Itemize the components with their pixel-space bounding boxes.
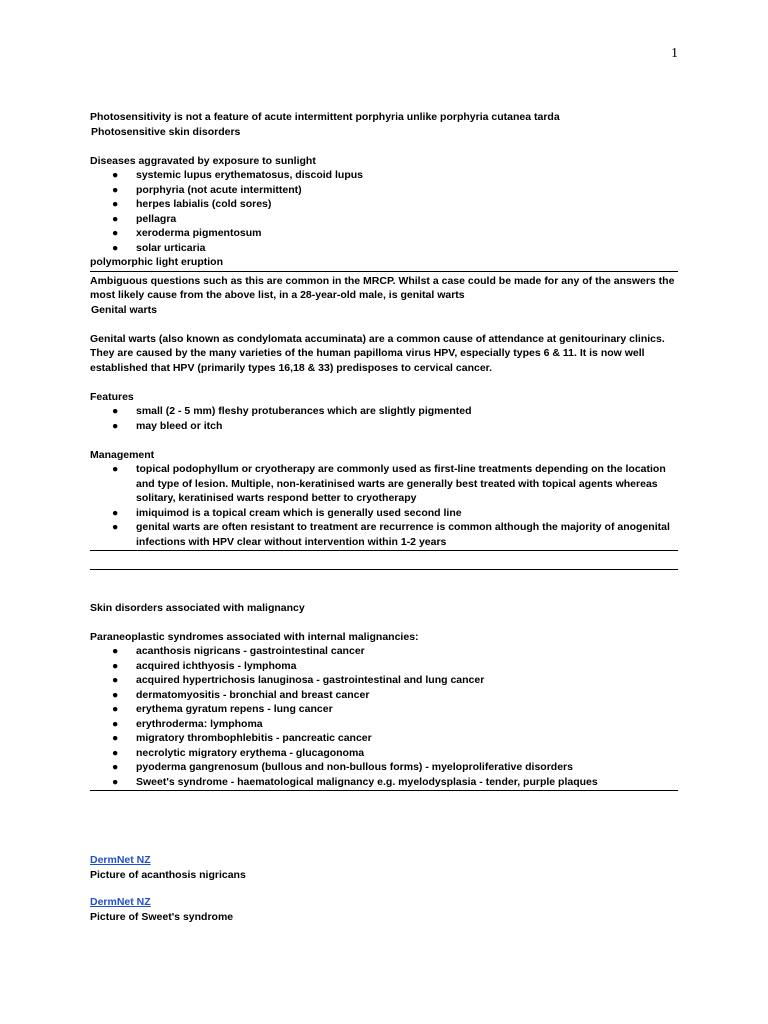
management-list (90, 462, 678, 549)
malignancy-heading: Skin disorders associated with malignancy (90, 601, 305, 614)
photosensitive-heading: Photosensitive skin disorders (91, 125, 241, 138)
bullet-icon: ● (112, 688, 119, 701)
list-item: ● Sweet's syndrome - haematological malignancy e.g. myelodysplasia - tender, purple plaques (112, 775, 598, 788)
dermnet-link-sweets[interactable]: DermNet NZ (90, 896, 151, 908)
list-item: ● genital warts are often resistant to treatment are recurrence is common although the majority of anogenital infections with HPV clear without intervention within 1-2 years (112, 521, 670, 548)
paraneoplastic-list (90, 644, 678, 789)
list-item: ● pellagra (112, 212, 177, 225)
list-item: ● erythroderma: lymphoma (112, 717, 263, 730)
acanthosis-picture-caption: Picture of acanthosis nigricans (90, 868, 246, 881)
section-divider (90, 271, 678, 272)
bullet-icon: ● (112, 775, 119, 788)
bullet-icon: ● (112, 645, 119, 657)
bullet-icon: ● (112, 183, 119, 196)
list-item: ● dermatomyositis - bronchial and breast cancer (112, 688, 370, 701)
bullet-icon: ● (112, 521, 119, 533)
list-item: ● small (2 - 5 mm) fleshy protuberances which are slightly pigmented (112, 405, 472, 417)
list-item: ● systemic lupus erythematosus, discoid lupus (112, 169, 363, 181)
page-number: 1 (671, 46, 678, 61)
bullet-icon: ● (112, 761, 119, 773)
genital-warts-paragraph: Genital warts (also known as condylomata accuminata) are a common cause of attendance at genitourinary clinics. They are caused by the many varieties of the human papilloma virus HPV, especially types 6 & 11. It is now well established that HPV (primarily types 16,18 & 33) predisposes to cervical cancer. (90, 332, 665, 374)
list-item: ● acquired hypertrichosis lanuginosa - gastrointestinal and lung cancer (112, 674, 485, 686)
dermnet-link-acanthosis[interactable]: DermNet NZ (90, 854, 151, 866)
bullet-icon: ● (112, 212, 119, 225)
sunlight-diseases-list (90, 168, 678, 255)
section-divider (90, 790, 678, 791)
paraneoplastic-subheading: Paraneoplastic syndromes associated with internal malignancies: (90, 630, 419, 643)
document-body (90, 110, 678, 793)
management-heading: Management (90, 448, 155, 461)
bullet-icon: ● (112, 659, 119, 672)
list-item: ● acquired ichthyosis - lymphoma (112, 659, 297, 672)
list-item: ● herpes labialis (cold sores) (112, 198, 272, 210)
features-list (90, 404, 678, 433)
genital-warts-heading: Genital warts (91, 303, 157, 316)
bullet-icon: ● (112, 227, 119, 239)
list-item: ● erythema gyratum repens - lung cancer (112, 703, 333, 715)
list-item: ● porphyria (not acute intermittent) (112, 183, 302, 196)
bullet-icon: ● (112, 717, 119, 730)
list-item: ● solar urticaria (112, 241, 206, 254)
section-divider (90, 550, 678, 551)
list-item: ● topical podophyllum or cryotherapy are commonly used as first-line treatments depending on the location and type of lesion. Multiple, non-keratinised warts are generally best treated with topical agents whereas solitary, keratinised warts respond better to cryotherapy (112, 463, 666, 504)
list-item: ● acanthosis nigricans - gastrointestinal cancer (112, 645, 365, 657)
bullet-icon: ● (112, 241, 119, 254)
bullet-icon: ● (112, 419, 119, 432)
bullet-icon: ● (112, 169, 119, 181)
bullet-icon: ● (112, 506, 119, 519)
list-item: ● may bleed or itch (112, 419, 223, 432)
list-item: ● pyoderma gangrenosum (bullous and non-bullous forms) - myeloproliferative disorders (112, 761, 573, 773)
polymorphic-light-eruption: polymorphic light eruption (90, 256, 223, 268)
section-divider (90, 569, 678, 570)
bullet-icon: ● (112, 746, 119, 759)
sweets-picture-caption: Picture of Sweet's syndrome (90, 910, 234, 923)
list-item: ● migratory thrombophlebitis - pancreatic cancer (112, 732, 372, 744)
list-item: ● necrolytic migratory erythema - glucagonoma (112, 746, 365, 759)
bullet-icon: ● (112, 198, 119, 210)
reference-links (90, 853, 678, 924)
bullet-icon: ● (112, 463, 119, 475)
list-item: ● imiquimod is a topical cream which is generally used second line (112, 506, 462, 519)
ambiguous-intro: Ambiguous questions such as this are common in the MRCP. Whilst a case could be made for any of the answers the most likely cause from the above list, in a 28-year-old male, is genital warts (90, 274, 675, 301)
bullet-icon: ● (112, 405, 119, 417)
bullet-icon: ● (112, 674, 119, 686)
photosensitivity-intro: Photosensitivity is not a feature of acute intermittent porphyria unlike porphyria cutanea tarda (90, 111, 560, 123)
sunlight-subheading: Diseases aggravated by exposure to sunlight (90, 154, 316, 167)
features-heading: Features (90, 390, 134, 403)
bullet-icon: ● (112, 703, 119, 715)
bullet-icon: ● (112, 732, 119, 744)
list-item: ● xeroderma pigmentosum (112, 227, 262, 239)
